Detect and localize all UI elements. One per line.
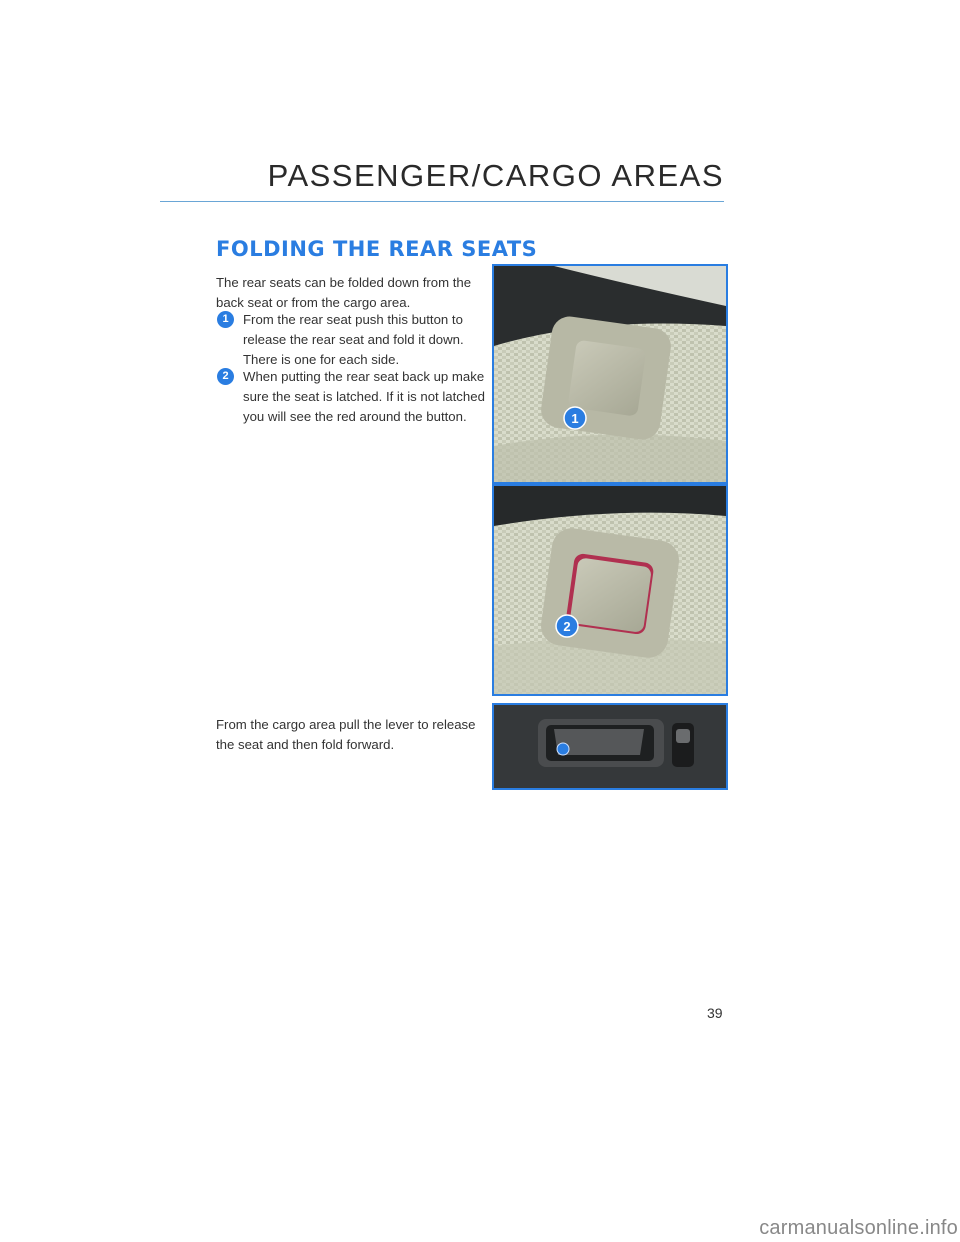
step-number-badge: 2: [217, 368, 234, 385]
cargo-lever-photo: [492, 703, 728, 790]
seat-button-photos: [492, 264, 728, 696]
page-number: 39: [707, 1005, 723, 1021]
step-text: When putting the rear seat back up make sure the seat is latched. If it is not latched you will see the red around the button.: [243, 369, 485, 424]
seat-button-illustration: [494, 266, 726, 694]
photo-step-2: [494, 486, 726, 694]
watermark-text: carmanualsonline.info: [759, 1217, 958, 1239]
header-divider: [160, 201, 724, 202]
photo-callout-2: 2: [563, 619, 571, 634]
cargo-paragraph: From the cargo area pull the lever to release the seat and then fold forward.: [216, 717, 476, 752]
intro-paragraph: The rear seats can be folded down from the back seat or from the cargo area.: [216, 275, 472, 310]
photo-step-1: [494, 266, 726, 482]
photo-callout-1: 1: [571, 411, 579, 426]
page-title: FOLDING THE REAR SEATS: [216, 237, 538, 261]
section-header: PASSENGER/CARGO AREAS: [267, 158, 724, 193]
step-number-badge: 1: [217, 311, 234, 328]
cargo-lever-illustration: [494, 705, 726, 788]
step-text: From the rear seat push this button to release the rear seat and fold it down. There is one for each side.: [243, 312, 464, 367]
